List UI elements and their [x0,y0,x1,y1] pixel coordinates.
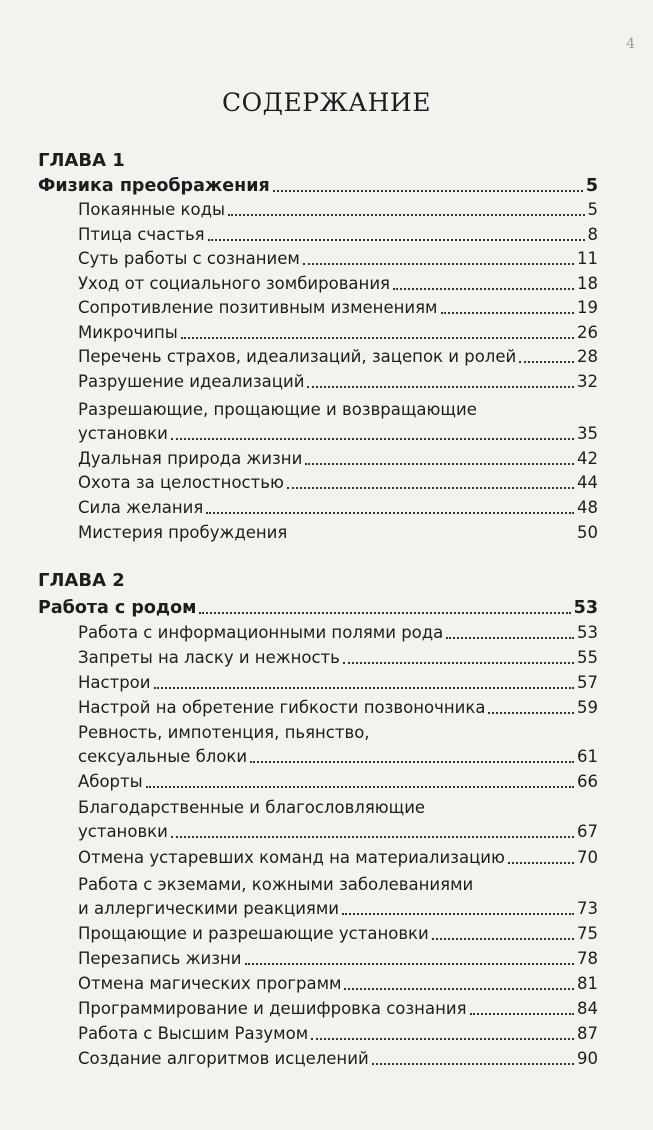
toc-entry-title: Микрочипы [78,323,178,342]
toc-entry[interactable] [78,846,598,870]
toc-entry-title: Создание алгоритмов исцелений [78,1049,369,1068]
toc-page-number: 50 [577,523,598,542]
toc-entry-title: Разрушение идеализаций [78,372,305,391]
toc-page-number: 61 [577,747,598,766]
toc-entry[interactable] [78,646,598,670]
toc-page-number: 44 [577,473,598,492]
toc-entry-title-line1: Разрешающие, прощающие и возвращающие [78,400,477,419]
toc-entry[interactable] [78,997,598,1021]
toc-entry[interactable] [78,922,598,946]
toc-leader [311,1038,574,1040]
toc-page-number: 19 [577,298,598,317]
toc-entry[interactable] [78,770,598,794]
chapter-label: ГЛАВА 1 [38,150,125,171]
toc-page-number: 67 [577,822,598,841]
toc-entry[interactable] [78,321,598,345]
toc-page-number: 90 [577,1049,598,1068]
toc-entry[interactable] [78,621,598,645]
toc-entry[interactable] [78,198,598,222]
toc-entry-title: установки [78,822,168,841]
toc-entry-title: Аборты [78,772,143,791]
toc-entry-title: Настрои [78,673,151,692]
toc-entry-title: Отмена магических программ [78,974,342,993]
toc-entry-title: сексуальные блоки [78,747,248,766]
toc-chapter-heading[interactable] [38,596,598,620]
toc-entry-title: Покаянные коды [78,200,226,219]
toc-page-number: 70 [577,848,598,867]
toc-entry-title-line1: Работа с экземами, кожными заболеваниями [78,875,474,894]
toc-entry-title-line1: Благодарственные и благословляющие [78,798,426,817]
toc-entry-title: Работа с родом [38,598,197,618]
toc-leader [488,712,574,714]
toc-entry-title: Запреты на ласку и нежность [78,648,340,667]
toc-leader [287,487,574,489]
toc-page-number: 81 [577,974,598,993]
toc-entry-title: Дуальная природа жизни [78,449,303,468]
toc-leader [154,687,575,689]
toc-entry-title: Настрой на обретение гибкости позвоночника [78,698,486,717]
toc-page-number: 5 [587,200,598,219]
toc-page-number: 66 [577,772,598,791]
toc-leader [208,239,585,241]
toc-page-number: 53 [577,623,598,642]
toc-leader [181,337,574,339]
toc-entry[interactable] [78,1022,598,1046]
toc-entry-title: Сила желания [78,498,204,517]
toc-leader [372,1063,574,1065]
toc-entry[interactable] [78,521,598,545]
toc-entry[interactable] [78,696,598,720]
toc-entry-title: Прощающие и разрешающие установки [78,924,429,943]
toc-leader [470,1013,574,1015]
toc-entry-title: Перезапись жизни [78,949,242,968]
toc-entry[interactable] [78,723,598,769]
toc-entry-title: Мистерия пробуждения [78,523,288,542]
toc-leader [146,786,574,788]
toc-leader [303,263,574,265]
toc-leader [171,438,574,440]
toc-entry[interactable] [78,370,598,394]
page-title: СОДЕРЖАНИЕ [222,88,431,117]
toc-leader [206,512,574,514]
toc-entry-title: установки [78,424,168,443]
toc-entry-title: и аллергическими реакциями [78,899,340,918]
toc-entry[interactable] [78,272,598,296]
toc-page-number: 87 [577,1024,598,1043]
toc-entry-title: Отмена устаревших команд на материализацию [78,848,505,867]
toc-leader [344,988,574,990]
toc-page-number: 8 [587,225,598,244]
toc-page-number: 57 [577,673,598,692]
toc-page-number: 78 [577,949,598,968]
toc-entry[interactable] [78,798,598,844]
toc-entry-title: Сопротивление позитивным изменениям [78,298,438,317]
toc-entry[interactable] [78,1047,598,1071]
toc-page-number: 11 [577,249,598,268]
toc-page-number: 28 [577,347,598,366]
toc-entry-title: Уход от социального зомбирования [78,274,390,293]
toc-entry[interactable] [78,671,598,695]
toc-entry[interactable] [78,875,598,921]
toc-page-number: 5 [585,176,598,196]
toc-leader [446,637,574,639]
toc-leader [519,361,574,363]
toc-page-number: 18 [577,274,598,293]
toc-entry[interactable] [78,247,598,271]
toc-leader [343,662,574,664]
toc-leader [305,463,574,465]
toc-entry-title-line1: Ревность, импотенция, пьянство, [78,723,370,742]
toc-page-number: 55 [577,648,598,667]
toc-entry[interactable] [78,972,598,996]
toc-entry[interactable] [78,447,598,471]
toc-entry[interactable] [78,496,598,520]
toc-page-number: 42 [577,449,598,468]
toc-entry[interactable] [78,223,598,247]
toc-leader [250,761,574,763]
toc-leader [432,938,574,940]
toc-leader [245,963,575,965]
toc-page-number: 84 [577,999,598,1018]
toc-entry-title: Охота за целостностью [78,473,284,492]
toc-page-number: 59 [577,698,598,717]
toc-entry-title: Работа с Высшим Разумом [78,1024,309,1043]
toc-leader [508,862,574,864]
toc-leader [228,214,584,216]
toc-entry-title: Программирование и дешифровка сознания [78,999,467,1018]
toc-chapter-heading[interactable] [38,174,598,198]
toc-page-number: 26 [577,323,598,342]
toc-entry-title: Перечень страхов, идеализаций, зацепок и ролей [78,347,517,366]
toc-leader [273,190,583,192]
toc-entry[interactable] [78,471,598,495]
toc-leader [171,836,574,838]
toc-entry[interactable] [78,400,598,446]
toc-entry[interactable] [78,345,598,369]
toc-page-number: 73 [577,899,598,918]
toc-entry-title: Суть работы с сознанием [78,249,300,268]
toc-entry-title: Физика преображения [38,176,270,196]
toc-entry-title: Птица счастья [78,225,205,244]
toc-entry[interactable] [78,296,598,320]
toc-page-number: 32 [577,372,598,391]
toc-leader [441,312,574,314]
chapter-label: ГЛАВА 2 [38,570,125,591]
toc-entry[interactable] [78,947,598,971]
toc-page-number: 53 [573,598,598,618]
toc-leader [199,612,570,614]
toc-page-number: 75 [577,924,598,943]
toc-leader [307,386,574,388]
toc-page-number: 35 [577,424,598,443]
toc-page-number: 48 [577,498,598,517]
toc-leader [393,288,574,290]
toc-entry-title: Работа с информационными полями рода [78,623,444,642]
page-number: 4 [626,36,635,52]
toc-leader [342,913,574,915]
